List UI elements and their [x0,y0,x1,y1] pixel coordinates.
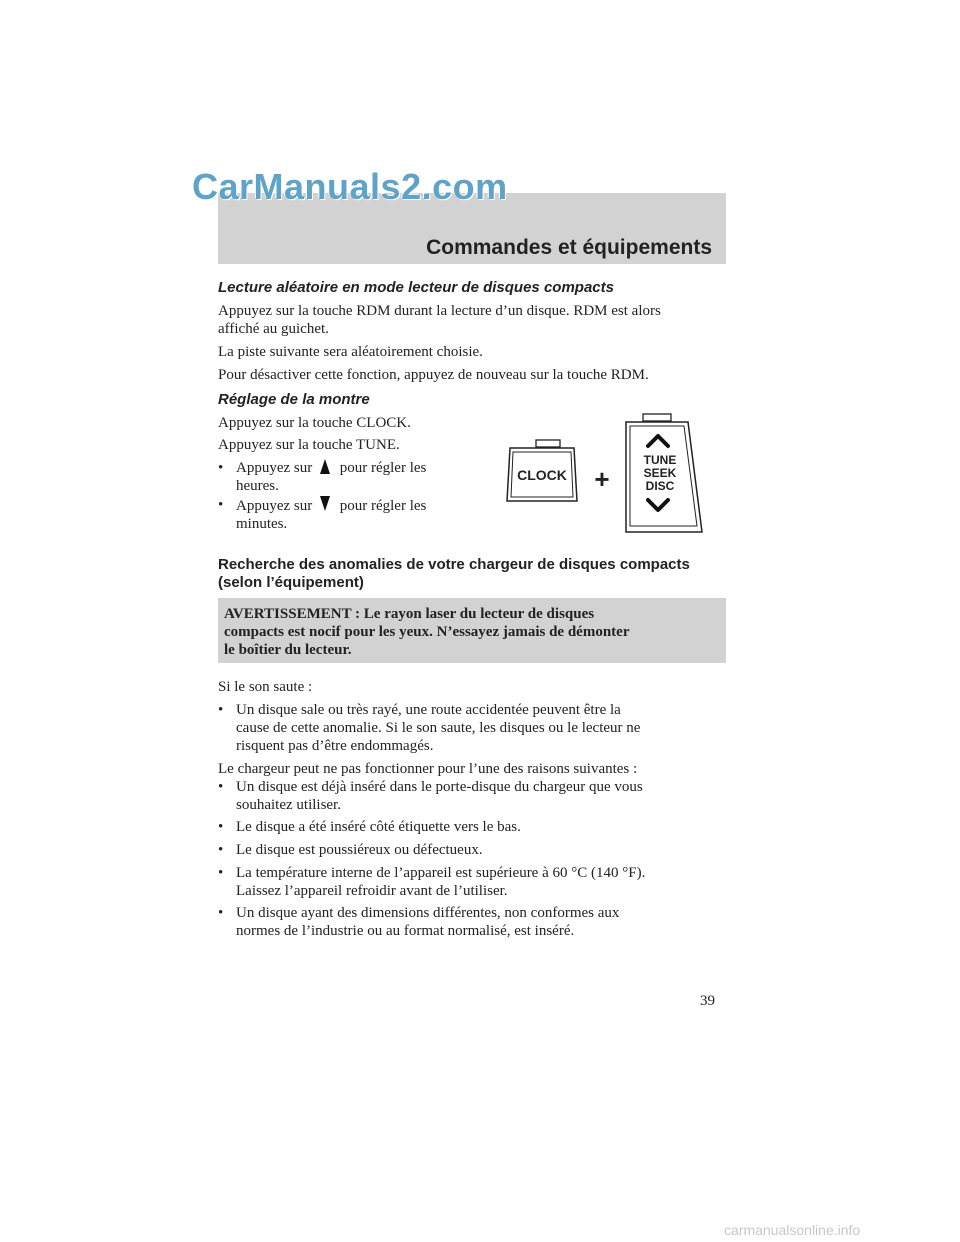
bullet-text-post: pour régler les [339,460,427,476]
clock-label: CLOCK [517,467,567,483]
section-random-play [218,279,726,296]
seek-label: SEEK [643,466,677,480]
heading-line: Recherche des anomalies de votre chargeur de disques compacts [218,556,690,573]
watermark-carmanuals2: CarManuals2.com [192,166,508,207]
bullet-dirty-disc [218,701,726,755]
bullet-text: Un disque sale ou très rayé, une route accidentée peuvent être la [236,702,621,718]
paragraph-press-tune: Appuyez sur la touche TUNE. [218,437,400,453]
bullet-text: Laissez l’appareil refroidir avant de l’utiliser. [236,883,508,899]
disc-label: DISC [645,479,675,493]
bullet-dot: • [218,779,224,795]
bullet-text: Un disque est déjà inséré dans le porte-disque du chargeur que vous [236,779,643,795]
bullet-text-line2: heures. [236,478,279,494]
bullet-dot: • [218,842,224,858]
up-chevron-icon [648,436,668,446]
text-line: Appuyez sur la touche RDM durant la lecture d’un disque. RDM est alors [218,303,661,319]
bullet-dot: • [218,460,224,476]
bullet-disc-inserted [218,778,726,814]
bullet-text: Un disque ayant des dimensions différentes, non conformes aux [236,905,620,921]
down-arrow-icon [320,496,330,511]
bullet-text: risquent pas d’être endommagés. [236,738,434,754]
paragraph-disable-rdm: Pour désactiver cette fonction, appuyez de nouveau sur la touche RDM. [218,367,649,383]
bullet-dot: • [218,905,224,921]
bullet-dot: • [218,865,224,881]
bullet-text: cause de cette anomalie. Si le son saute, les disques ou le lecteur ne [236,720,641,736]
down-chevron-icon [648,500,668,510]
warning-box [218,598,726,663]
bullet-label-down [218,818,726,836]
page-number: 39 [700,993,715,1009]
tune-seek-disc-button-illustration [626,414,702,532]
bullet-text-pre: Appuyez sur [236,460,313,476]
watermark-carmanualsonline: carmanualsonline.info [724,1222,861,1238]
bullet-temperature [218,864,726,900]
tune-label: TUNE [643,453,677,467]
bullet-text: Le disque est poussiéreux ou défectueux. [236,842,483,858]
bullet-text: Le disque a été inséré côté étiquette vers le bas. [236,819,521,835]
up-arrow-icon [320,459,330,474]
bullet-dot: • [218,819,224,835]
heading-random-play: Lecture aléatoire en mode lecteur de disques compacts [218,279,614,296]
bullet-text-post: pour régler les [339,498,427,514]
warning-line: le boîtier du lecteur. [224,642,352,658]
paragraph-changer-reasons: Le chargeur peut ne pas fonctionner pour l’une des raisons suivantes : [218,761,638,777]
plus-sign: + [594,464,610,494]
bullet-text: normes de l’industrie ou au format normalisé, est inséré. [236,923,575,939]
bullet-text-pre: Appuyez sur [236,498,313,514]
paragraph-random-track: La piste suivante sera aléatoirement choisie. [218,344,483,360]
heading-line: (selon l’équipement) [218,574,364,591]
paragraph-skip-intro: Si le son saute : [218,679,313,695]
bullet-dot: • [218,702,224,718]
bullet-dot: • [218,497,224,513]
bullet-text: La température interne de l’appareil est supérieure à 60 °C (140 °F). [236,865,646,881]
bullet-dusty-disc [218,841,726,859]
paragraph-rdm [218,302,726,338]
paragraph-press-clock: Appuyez sur la touche CLOCK. [218,415,411,431]
clock-tune-buttons-diagram [500,408,710,536]
bullet-hours [218,459,488,495]
bullet-minutes [218,496,488,533]
bullet-text: souhaitez utiliser. [236,797,341,813]
warning-line: AVERTISSEMENT : Le rayon laser du lecteur de disques [224,606,595,622]
heading-clock-setting: Réglage de la montre [218,391,370,408]
text-line: affiché au guichet. [218,321,329,337]
section-title: Commandes et équipements [426,236,712,259]
bullet-nonstandard-disc [218,904,726,940]
heading-troubleshooting [218,556,726,592]
warning-line: compacts est nocif pour les yeux. N’essayez jamais de démonter [224,624,630,640]
bullet-text-line2: minutes. [236,516,288,532]
clock-button-illustration [507,440,577,501]
